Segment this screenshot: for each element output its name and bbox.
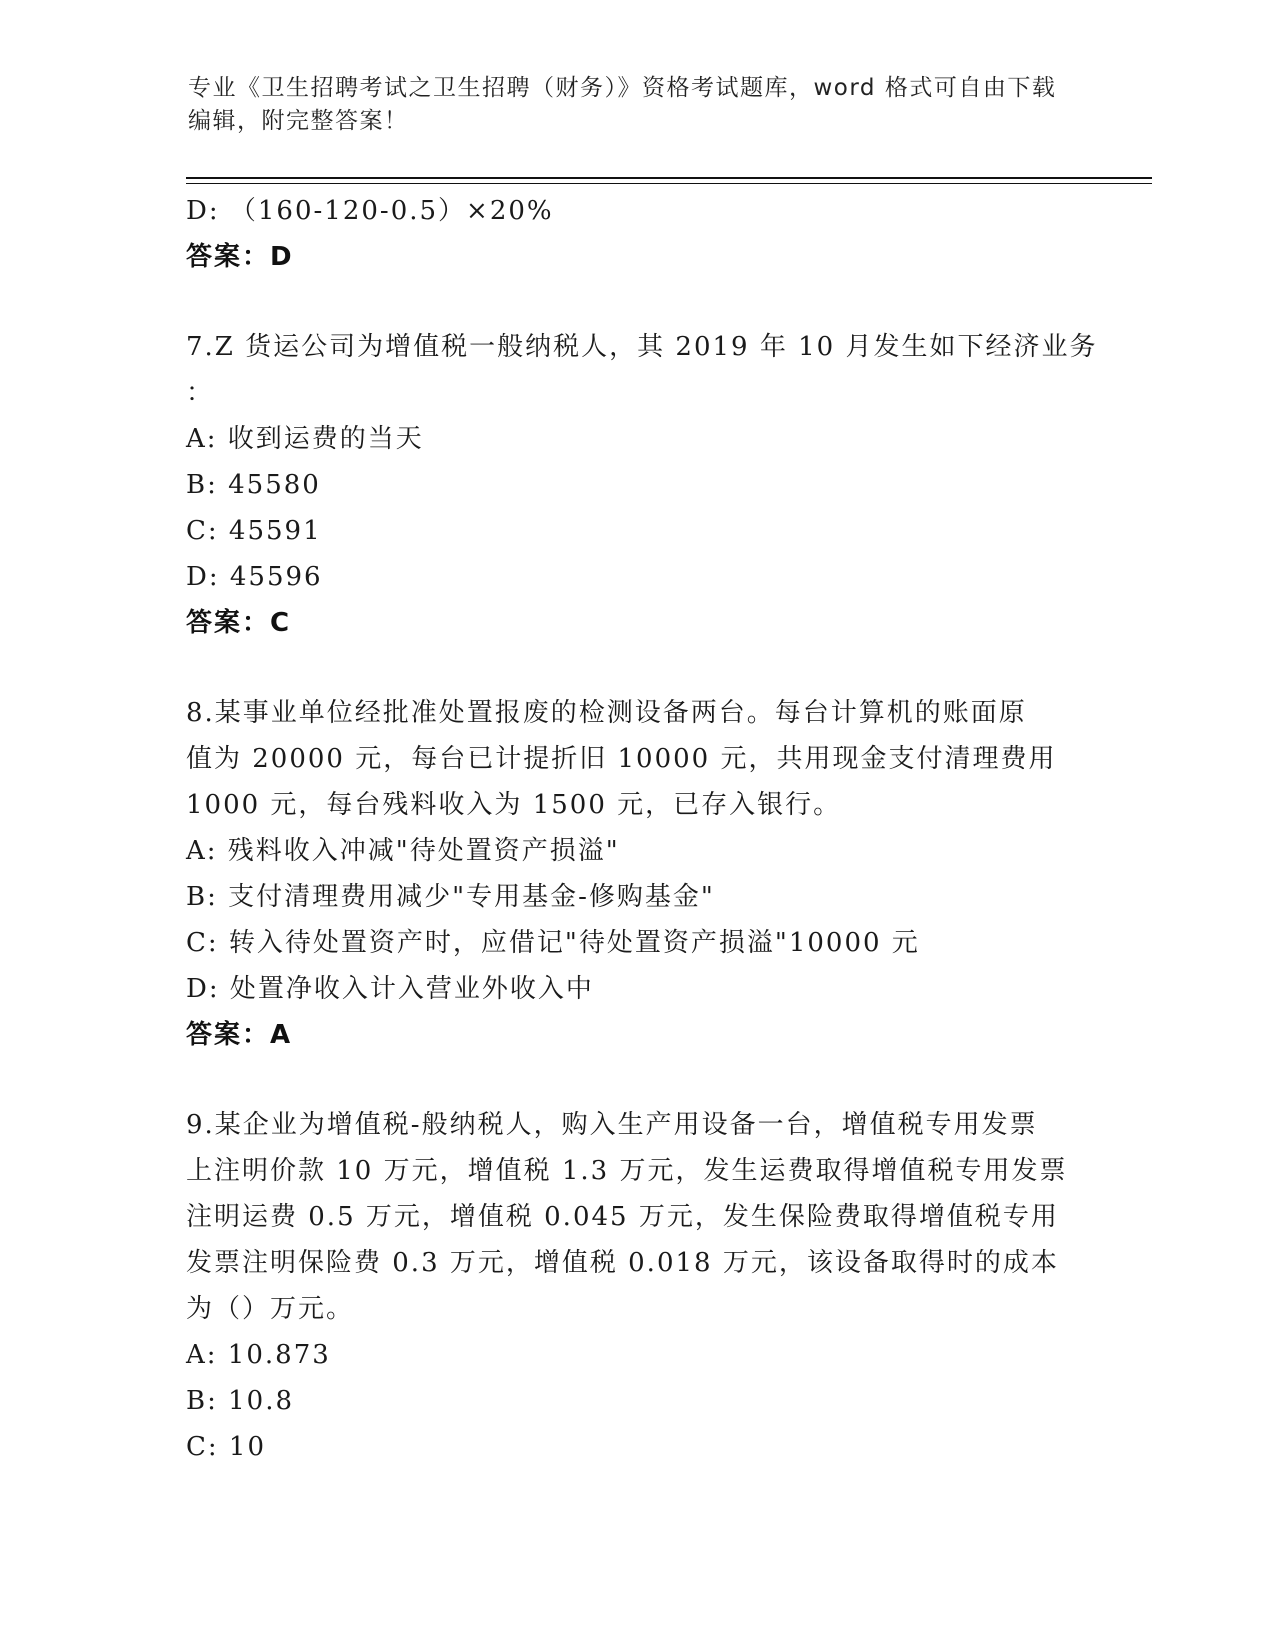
option-d: D: 45596 (186, 562, 323, 592)
question-stem-line: 注明运费 0.5 万元，增值税 0.045 万元，发生保险费取得增值税专用 (186, 1202, 1059, 1232)
document-header (188, 72, 1088, 138)
option-a: A: 残料收入冲减"待处置资产损溢" (186, 836, 620, 866)
option-d: D: （160-120-0.5）×20% (186, 196, 554, 226)
question-stem-line: 发票注明保险费 0.3 万元，增值税 0.018 万元，该设备取得时的成本 (186, 1248, 1059, 1278)
option-a: A: 10.873 (186, 1340, 331, 1370)
spacer (186, 646, 1086, 690)
question-7 (186, 324, 1098, 646)
document-body (186, 188, 1098, 1470)
question-stem-line: 7.Z 货运公司为增值税一般纳税人，其 2019 年 10 月发生如下经济业务 (186, 332, 1098, 362)
question-stem-line: ： (186, 378, 215, 408)
question-8 (186, 690, 1086, 1058)
header-line-2: 编辑，附完整答案！ (188, 108, 409, 134)
question-9 (186, 1102, 1086, 1470)
answer-line: 答案：C (186, 608, 292, 638)
option-c: C: 转入待处置资产时，应借记"待处置资产损溢"10000 元 (186, 928, 920, 958)
header-divider-thin (186, 183, 1152, 184)
question-stem-line: 值为 20000 元，每台已计提折旧 10000 元，共用现金支付清理费用 (186, 744, 1057, 774)
question-stem-line: 9.某企业为增值税-般纳税人，购入生产用设备一台，增值税专用发票 (186, 1110, 1038, 1140)
option-b: B: 10.8 (186, 1386, 295, 1416)
option-b: B: 支付清理费用减少"专用基金-修购基金" (186, 882, 715, 912)
question-stem-line: 1000 元，每台残料收入为 1500 元，已存入银行。 (186, 790, 842, 820)
answer-line: 答案：D (186, 242, 294, 272)
header-divider-thick (186, 177, 1152, 179)
question-stem-line: 为（）万元。 (186, 1294, 355, 1324)
option-c: C: 10 (186, 1432, 267, 1462)
header-line-1: 专业《卫生招聘考试之卫生招聘（财务）》资格考试题库，word 格式可自由下载 (188, 75, 1057, 101)
option-a: A: 收到运费的当天 (186, 424, 424, 454)
question-6-continuation (186, 188, 1086, 280)
spacer (186, 280, 1086, 324)
option-b: B: 45580 (186, 470, 321, 500)
spacer (186, 1058, 1086, 1102)
option-d: D: 处置净收入计入营业外收入中 (186, 974, 594, 1004)
option-c: C: 45591 (186, 516, 322, 546)
question-stem-line: 8.某事业单位经批准处置报废的检测设备两台。每台计算机的账面原 (186, 698, 1027, 728)
answer-line: 答案：A (186, 1020, 293, 1050)
question-stem-line: 上注明价款 10 万元，增值税 1.3 万元，发生运费取得增值税专用发票 (186, 1156, 1068, 1186)
